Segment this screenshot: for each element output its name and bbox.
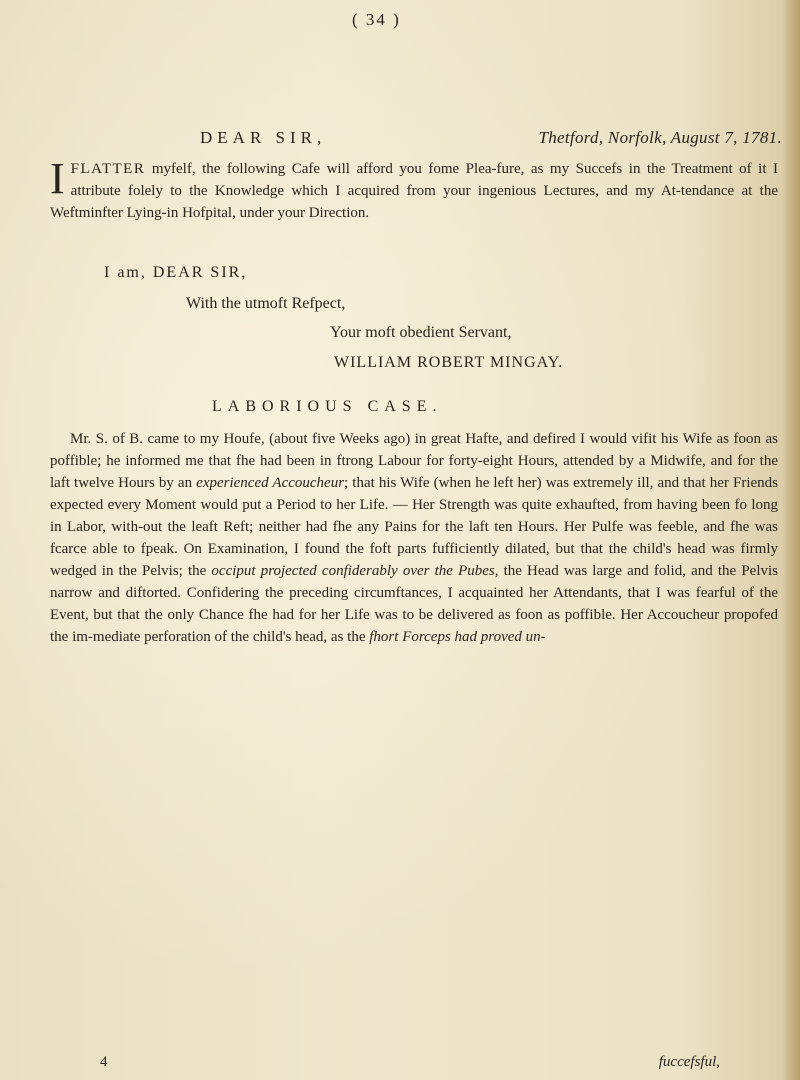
case-emphasis-3: fhort Forceps had proved un- bbox=[369, 629, 546, 645]
case-emphasis-1: experienced Accoucheur bbox=[196, 475, 345, 491]
letter-body bbox=[50, 154, 778, 224]
case-text-2: ; that his Wife (when he left her) was extremely ill, and that her Friends expected every Moment would put a Period to her Life. — Her Strength was quite exhaufted, from having been fo long in Labor, with-out the leaft Reft; neither had fhe any Pains for the laft ten Hours. Her Pulfe was feeble, and fhe was fcarce able to fpeak. On Examination, I found the foft parts fufficiently dilated, but that the child's head was firmly wedged in the Pelvis; the bbox=[50, 475, 779, 579]
case-emphasis-2: occiput projected confiderably over the Pubes bbox=[211, 563, 495, 579]
letter-body-text: myfelf, the following Cafe will afford you fome Plea-fure, as my Succefs in the Treatment of it I attribute folely to the Knowledge which I acquired from your ingenious Lectures, and my At-tendance at the Weftminfter Lying-in Hofpital, under your Direction. bbox=[50, 161, 778, 221]
catchword: fuccefsful, bbox=[658, 1054, 720, 1070]
drop-cap: I bbox=[50, 154, 65, 203]
case-paragraph bbox=[50, 428, 778, 648]
signature-mark: 4 bbox=[100, 1054, 108, 1070]
letter-header bbox=[200, 128, 782, 148]
closing-line-2: With the utmoft Refpect, bbox=[186, 295, 346, 312]
closing-line-1: I am, DEAR SIR, bbox=[104, 264, 248, 281]
place-date: Thetford, Norfolk, August 7, 1781. bbox=[538, 128, 782, 147]
lead-caps: FLATTER bbox=[70, 161, 146, 177]
page-edge bbox=[782, 0, 800, 1080]
signature: WILLIAM ROBERT MINGAY. bbox=[334, 354, 564, 371]
salutation: DEAR SIR, bbox=[200, 128, 327, 147]
section-heading: LABORIOUS CASE. bbox=[212, 398, 443, 415]
case-text-3: , the Head was large and folid, and the Pelvis narrow and diftorted. Confidering the preceding circumftances, I acquainted her Attendants, that I was fearful of the Event, but that the only Chance fhe had for her Life was to be delivered as foon as poffible. Her Accoucheur propofed the im-mediate perforation of the child's head, as the bbox=[50, 563, 778, 645]
page-number: ( 34 ) bbox=[352, 10, 401, 29]
closing-line-3: Your moft obedient Servant, bbox=[330, 324, 512, 341]
case-text-1: Mr. S. of B. came to my Houfe, (about five Weeks ago) in great Hafte, and defired I would vifit his Wife as foon as poffible; he informed me that fhe had been in ftrong Labour for forty-eight Hours, attended by a Midwife, and for the laft twelve Hours by an bbox=[50, 431, 778, 491]
